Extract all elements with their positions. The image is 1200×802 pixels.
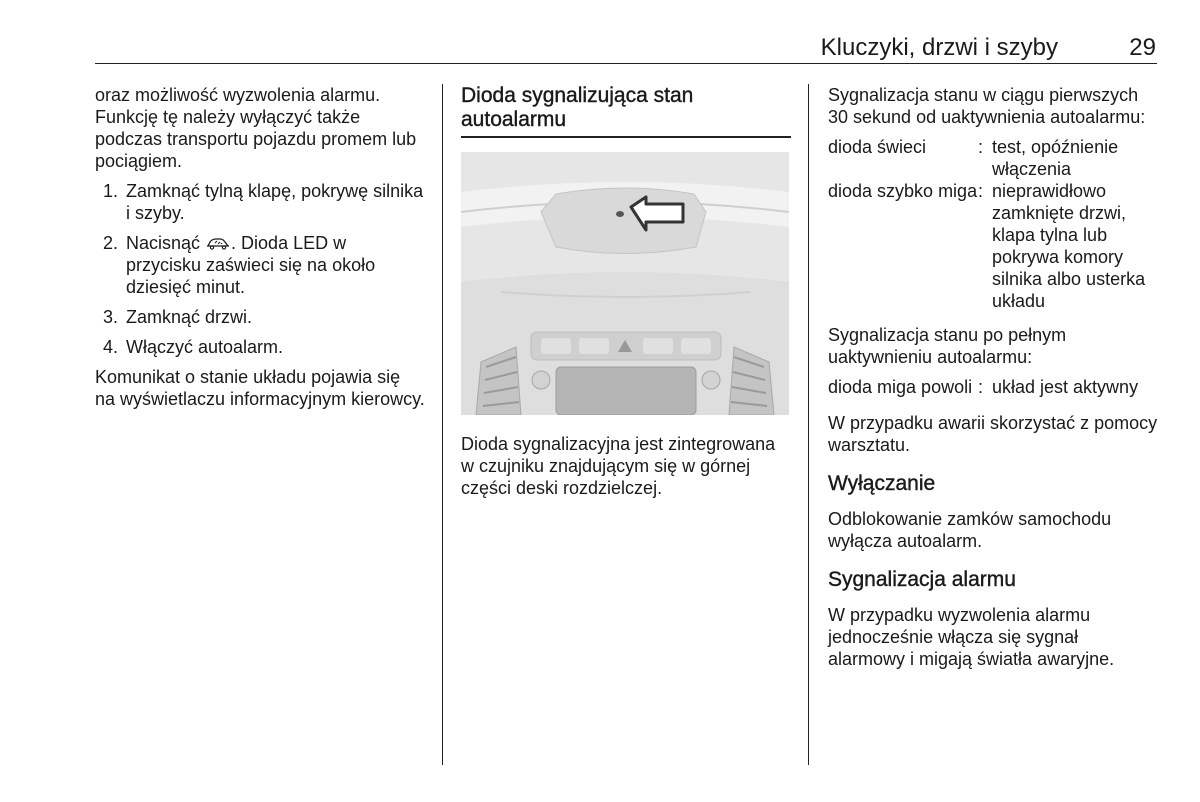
- step-text-pre: Nacisnąć: [126, 233, 201, 253]
- definition-term: dioda szybko miga: [828, 181, 978, 201]
- header-rule: [95, 63, 1157, 64]
- outro-paragraph: Komunikat o stanie układu pojawia się na wyświetlaczu informacyjnym kierowcy.: [95, 367, 425, 409]
- definition-term: dioda miga powoli: [828, 377, 973, 397]
- status-definitions-initial: [828, 136, 1158, 312]
- column-divider-1: [442, 84, 443, 765]
- dashboard-sensor-illustration: [461, 152, 789, 415]
- definition-desc: układ jest aktywny: [992, 377, 1139, 397]
- figure-caption: Dioda sygnalizacyjna jest zintegrowana w czujniku znajdującym się w górnej części deski rozdzielczej.: [461, 434, 776, 498]
- list-item: [95, 306, 425, 328]
- page-number: 29: [1129, 34, 1156, 61]
- step-text: Zamknąć drzwi.: [126, 307, 253, 327]
- definition-colon: :: [978, 137, 984, 157]
- off-paragraph: Odblokowanie zamków samochodu wyłącza autoalarm.: [828, 509, 1112, 551]
- column-right: [828, 84, 1158, 670]
- step-text: Włączyć autoalarm.: [126, 337, 284, 357]
- column-left: [95, 84, 425, 410]
- column-divider-2: [808, 84, 809, 765]
- definition-row: [828, 376, 1158, 398]
- running-header-title: Kluczyki, drzwi i szyby: [820, 34, 1058, 61]
- alarm-paragraph: W przypadku wyzwolenia alarmu jednocześnie włącza się sygnał alarmowy i migają światła awaryjne.: [828, 605, 1115, 669]
- section-heading-off: Wyłączanie: [828, 472, 936, 495]
- definition-desc: nieprawidłowo zamknięte drzwi, klapa tylna lub pokrywa komory silnika albo usterka układu: [992, 181, 1146, 311]
- list-item: [95, 232, 425, 298]
- intro-paragraph: oraz możliwość wyzwolenia alarmu. Funkcję tę należy wyłączyć także podczas transportu pojazdu promem lub pociągiem.: [95, 85, 417, 171]
- definition-term: dioda świeci: [828, 137, 927, 157]
- definition-desc: test, opóźnienie włączenia: [992, 137, 1119, 179]
- section-heading: Dioda sygnalizująca stan autoalarmu: [461, 84, 694, 131]
- steps-list: [95, 180, 425, 358]
- status-intro: Sygnalizacja stanu w ciągu pierwszych 30 sekund od uaktywnienia autoalarmu:: [828, 85, 1146, 127]
- status-full-intro: Sygnalizacja stanu po pełnym uaktywnieniu autoalarmu:: [828, 325, 1067, 367]
- definition-colon: :: [978, 377, 984, 397]
- definition-row: [828, 136, 1158, 180]
- step-number: 2.: [103, 233, 119, 253]
- car-lock-icon: [206, 236, 230, 250]
- list-item: [95, 336, 425, 358]
- step-text-post: . Dioda LED w przycisku zaświeci się na około dziesięć minut.: [126, 233, 376, 297]
- column-middle: [461, 84, 791, 499]
- step-text: Zamknąć tylną klapę, pokrywę silnika i szyby.: [126, 181, 424, 223]
- status-definitions-full: [828, 376, 1158, 398]
- step-number: 1.: [103, 181, 119, 201]
- definition-colon: :: [978, 181, 984, 201]
- step-number: 3.: [103, 307, 119, 327]
- list-item: [95, 180, 425, 224]
- section-heading-alarm: Sygnalizacja alarmu: [828, 568, 1016, 591]
- step-number: 4.: [103, 337, 119, 357]
- definition-row: [828, 180, 1158, 312]
- heading-rule: [461, 136, 791, 138]
- fault-paragraph: W przypadku awarii skorzystać z pomocy warsztatu.: [828, 413, 1158, 455]
